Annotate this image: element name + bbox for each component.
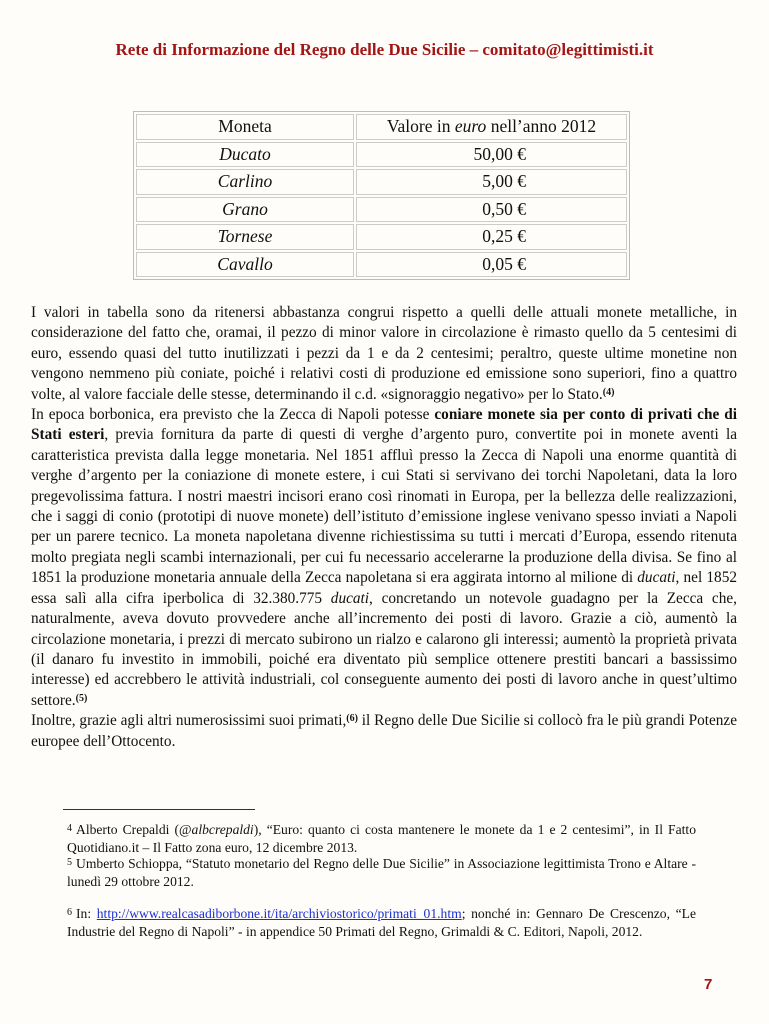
footnote-4: $^4$ Alberto Crepaldi (@albcrepaldi), “Euro: quanto ci costa mantenere le monete da 1 e 2 centesimi”, in Il Fatto Quotidiano.it – Il Fatto zona euro, 12 dicembre 2013. [67,822,696,855]
paragraph-primati: Inoltre, grazie agli altri numerosissimi suoi primati,$^{(6)}$ il Regno delle Due Sicilie si collocò fra le più grandi Potenze europee dell’Ottocento. [31,712,737,750]
body-text [31,303,737,752]
footnote-ref-6[interactable]: (6) [346,713,358,725]
table-row [136,252,627,278]
footnote-5: $^5$ Umberto Schioppa, “Statuto monetario del Regno delle Due Sicilie” in Associazione legittimista Trono e Altare - lunedì 29 ottobre 2012. [67,856,696,889]
table-header-row [136,114,627,140]
table-row [136,224,627,250]
paragraph-bourbon-mint: In epoca borbonica, era previsto che la Zecca di Napoli potesse coniare monete sia per conto di privati che di Stati esteri, previa fornitura da parte di questi di verghe d’argento puro, convertite poi in monete aventi la caratteristica prevista dalla legge monetaria. Nel 1851 affluì presso la Zecca di Napoli una enorme quantità di verghe d’argento per la coniazione di monete estere, i cui Stati si servivano dei torchi Napoletani, data la loro pregevolissima fattura. I nostri maestri incisori erano così rinomati in Europa, per la bellezza delle realizzazioni, che i saggi di conio (prototipi di nuove monete) dell’istituto d’emissione inglese venivano spesso inviati a Napoli per un parere tecnico. La moneta napoletana divenne richiestissima su tutti i mercati d’Europa, essendo ritenuta molto pregiata negli scambi internazionali, per cui fu necessario accelerarne la produzione della divisa. Se fino al 1851 la produzione monetaria annuale della Zecca napoletana si era aggirata intorno al milione di ducati, nel 1852 essa salì alla cifra iperbolica di 32.380.775 ducati, concretando un notevole guadagno per la Zecca che, naturalmente, aveva dovuto provvedere anche all’incremento dei posti di lavoro. Grazie a ciò, aumentò la circolazione monetaria, i prezzi di mercato subirono un rialzo e calarono gli interessi; aumentò la proprietà privata (il danaro fu investito in immobili, poiché era diventato più semplice ottenere prestiti bancari a bassissimo interesse) ed accrebbero le attività industriali, col conseguente aumento dei posti di lavoro anche in quest’ultimo settore.$^{(5)}$ [31,406,737,709]
coin-value: 50,00 € [356,142,627,168]
primati-link[interactable]: http://www.realcasadiborbone.it/ita/archiviostorico/primati_01.htm [96,906,462,921]
coin-name: Tornese [136,224,354,250]
footnote-number: 4 [67,823,72,834]
footnote-ref-5[interactable]: (5) [75,692,88,704]
table-row [136,197,627,223]
footnote-ref-4[interactable]: (4) [602,386,615,398]
column-header-moneta: Moneta [136,114,354,140]
bold-phrase: coniare monete sia per conto di privati che di Stati esteri [31,406,737,444]
coin-value: 5,00 € [356,169,627,195]
coin-value-table [133,111,630,280]
coin-value: 0,05 € [356,252,627,278]
coin-name: Ducato [136,142,354,168]
coin-name: Grano [136,197,354,223]
table-row [136,169,627,195]
table-row [136,142,627,168]
coin-name: Carlino [136,169,354,195]
coin-value: 0,50 € [356,197,627,223]
footnote-number: 6 [67,907,72,918]
coin-name: Cavallo [136,252,354,278]
page-header: Rete di Informazione del Regno delle Due Sicilie – comitato@legittimisti.it [115,40,654,59]
page-number: 7 [704,976,713,993]
coin-value: 0,25 € [356,224,627,250]
footnote-separator [63,809,255,810]
paragraph-values: I valori in tabella sono da ritenersi abbastanza congrui rispetto a quelli delle attuali monete metalliche, in considerazione del fatto che, oramai, il pezzo di minor valore in circolazione è rimasto quello da 5 centesimi di euro, essendo quasi del tutto inutilizzati i pezzi da 1 e da 2 centesimi; peraltro, queste ultime monetine non vengono nemmeno più coniate, poiché i relativi costi di produzione ed emissione sono superiori, fino a quattro volte, al valore facciale delle stesse, determinando il c.d. «signoraggio negativo» per lo Stato.$^{(4)}$ [31,304,737,403]
footnote-number: 5 [67,857,72,868]
column-header-valore: Valore in euro nell’anno 2012 [356,114,627,140]
footnote-6: $^6$ In: http://www.realcasadiborbone.it/ita/archiviostorico/primati_01.htm; nonché in: Gennaro De Crescenzo, “Le Industrie del Regno di Napoli” - in appendice 50 Primati del Regno, Grimaldi & C. Editori, Napoli, 2012. [67,906,696,939]
